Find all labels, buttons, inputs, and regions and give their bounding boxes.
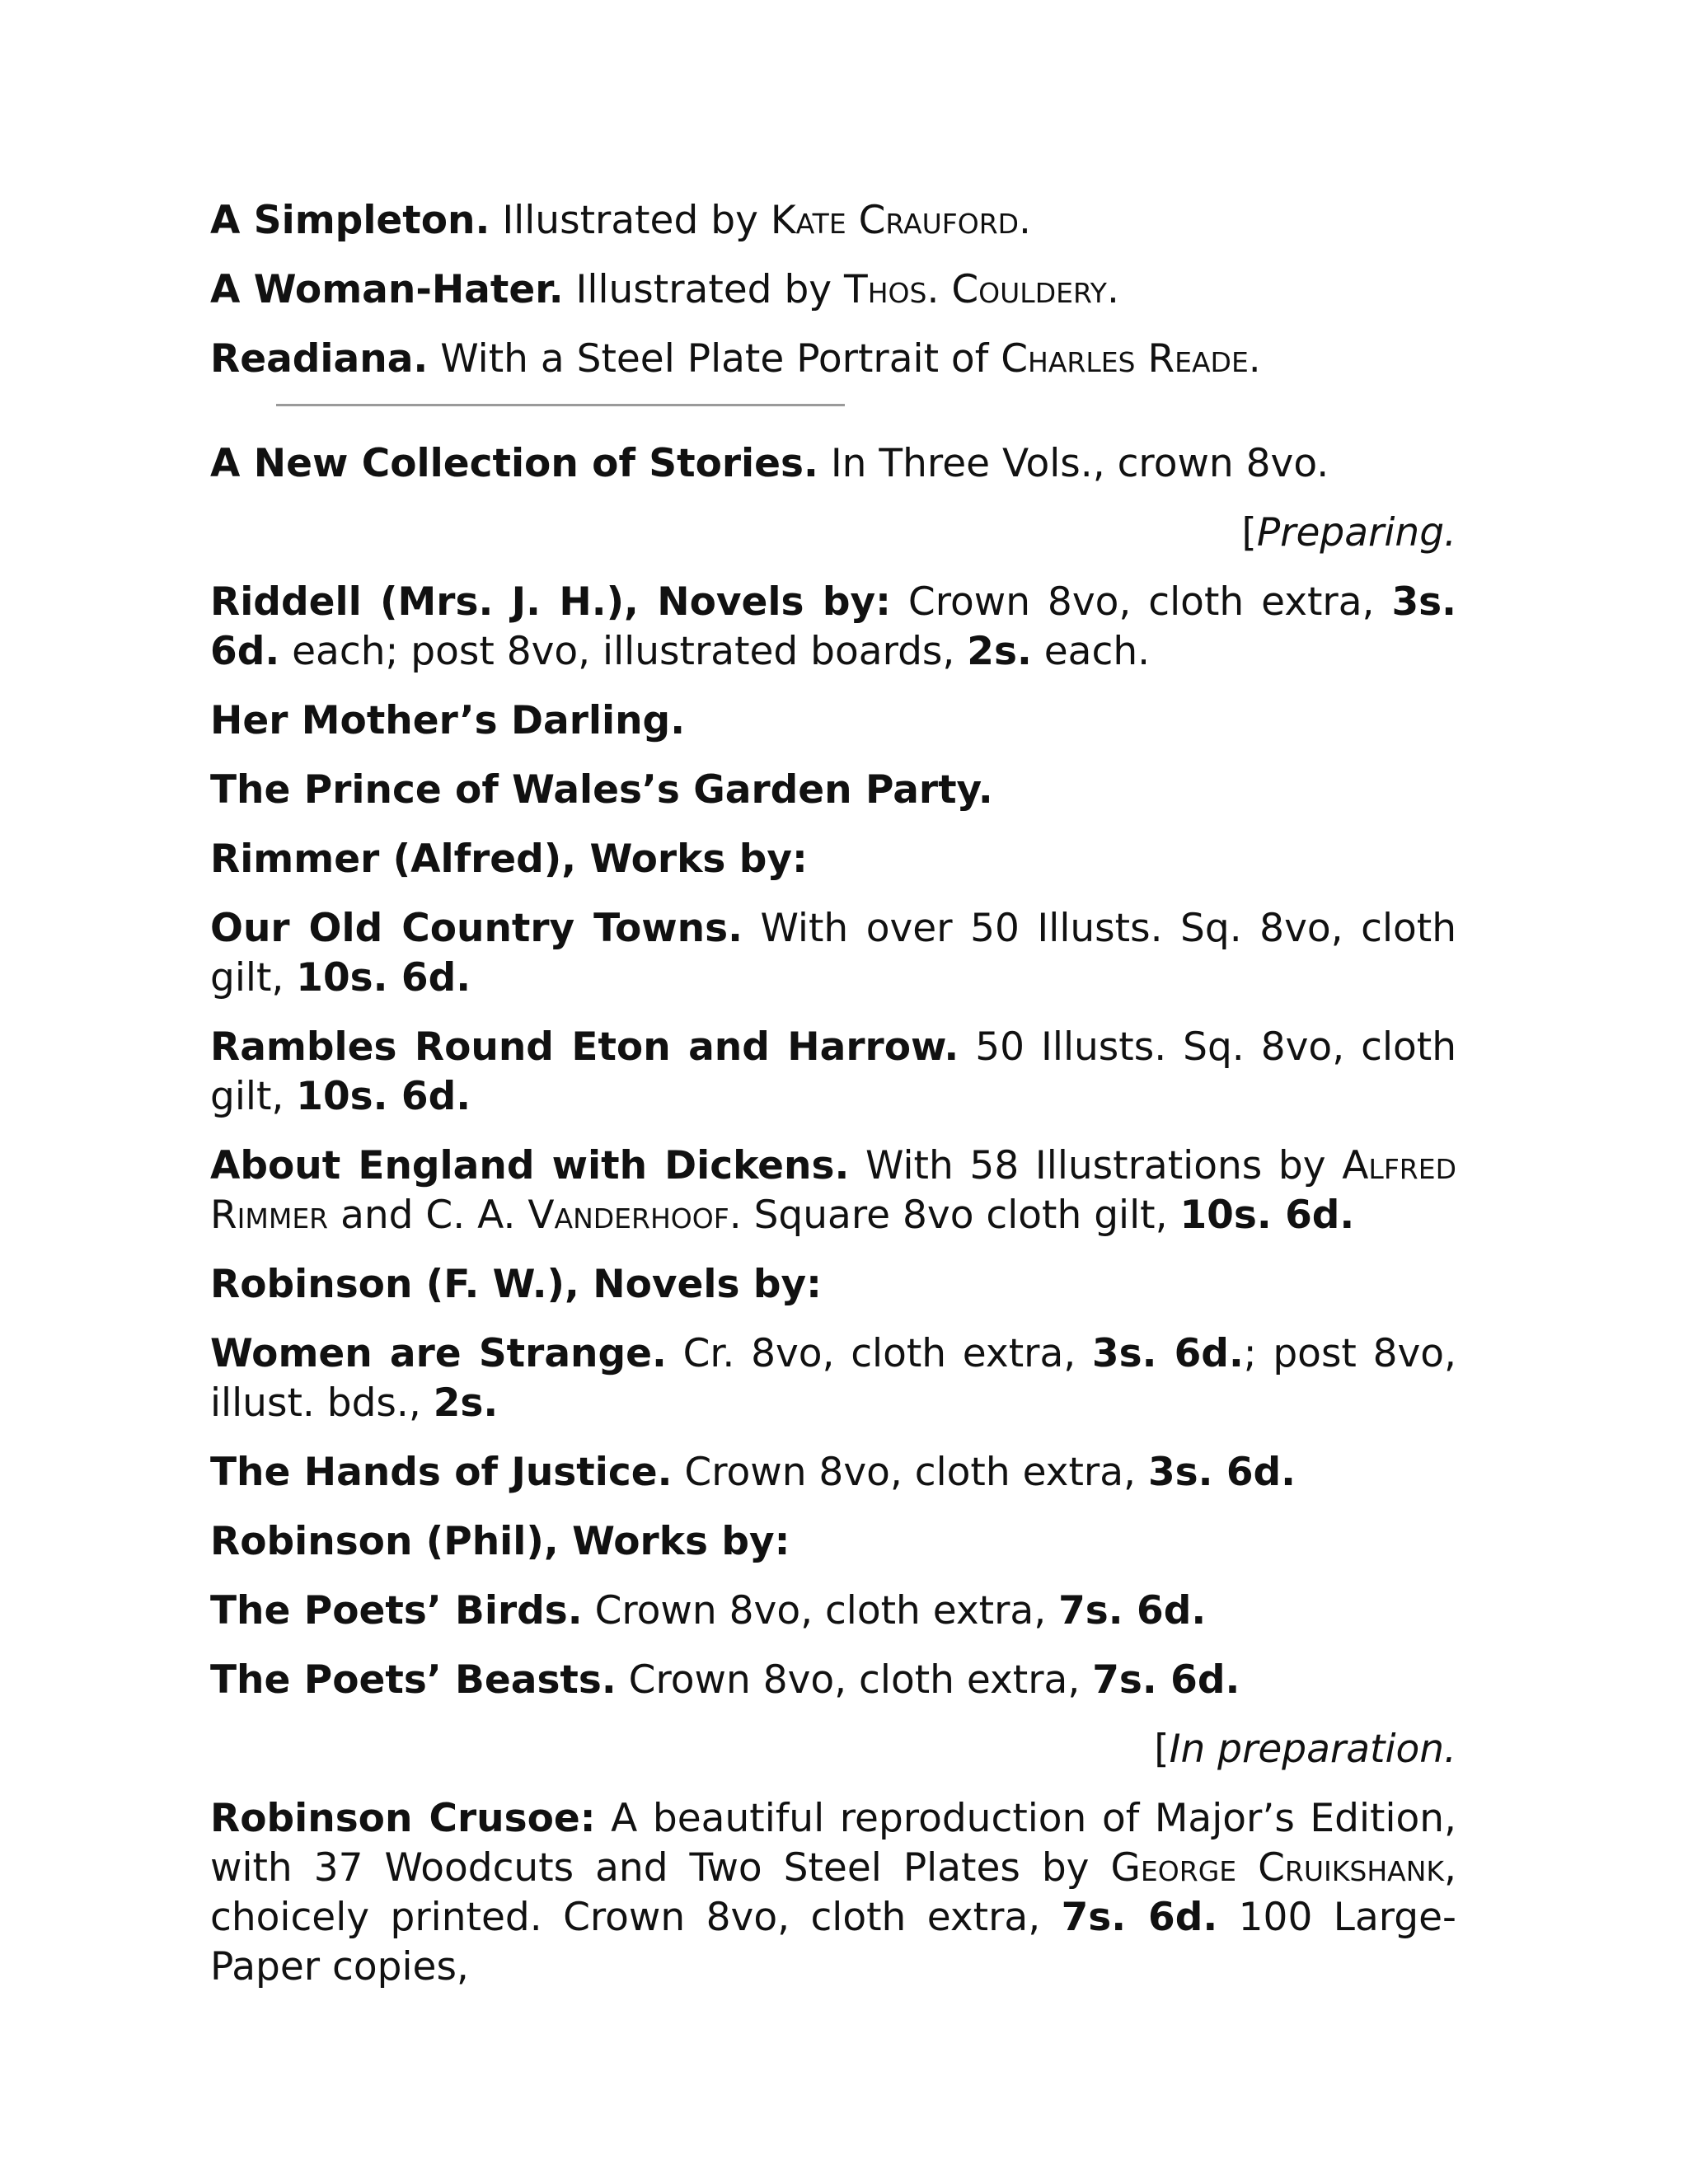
entry-bold-text: A Woman-Hater. [210,267,564,312]
status-note [210,509,1456,558]
catalogue-entry [210,835,1456,884]
entry-bold-text: Robinson Crusoe: [210,1796,596,1841]
catalogue-entry [210,1448,1456,1497]
entry-text: In Three Vols., crown 8vo. [818,441,1329,486]
entry-bold-text: 10s. 6d. [296,955,471,1001]
entry-italic-text: Preparing. [1256,510,1456,555]
entry-text: With over 50 Illusts. Sq. 8vo, cloth gilt, [210,906,1456,1001]
catalogue-entry [210,1260,1456,1310]
status-note [210,1725,1456,1774]
catalogue-entry [210,1656,1456,1705]
entry-bold-text: Readiana. [210,336,429,382]
entry-smallcaps-text: Alfred Rimmer [210,1143,1456,1238]
entry-text: Cr. 8vo, cloth extra, [666,1331,1092,1376]
entry-smallcaps-text: Vanderhoof [528,1193,729,1238]
entry-bold-text: 3s. 6d. [210,579,1456,674]
entry-bold-text: 7s. 6d. [1058,1588,1207,1633]
catalogue-page [210,196,1456,1992]
entry-text: Illustrated by [490,198,771,243]
entry-text: 50 Illusts. Sq. 8vo, cloth gilt, [210,1024,1456,1119]
entry-smallcaps-text: George Cruikshank [1110,1845,1445,1891]
entry-text: and C. A. [328,1193,528,1238]
entry-text: . Square 8vo cloth gilt, [729,1193,1180,1238]
entry-text: Crown 8vo, cloth extra, [890,579,1392,625]
entry-bold-text: 3s. 6d. [1147,1450,1296,1495]
entry-bold-text: 2s. [433,1380,499,1426]
entry-text: , choicely printed. Crown 8vo, cloth extra, [210,1845,1456,1940]
catalogue-entry [210,578,1456,677]
catalogue-entry [210,196,1456,246]
entry-text: each. [1031,629,1151,674]
entry-italic-text: In preparation. [1169,1727,1456,1772]
catalogue-entry [210,1794,1456,1992]
entry-text: each; post 8vo, illustrated boards, [279,629,968,674]
entry-bold-text: Her Mother’s Darling. [210,698,686,743]
entry-bold-text: A New Collection of Stories. [210,441,818,486]
entry-text: [ [1154,1727,1170,1772]
entry-bold-text: Robinson (F. W.), Novels by: [210,1262,822,1307]
entry-text: . [1106,267,1119,312]
catalogue-entry [210,766,1456,815]
catalogue-entry [210,1517,1456,1567]
entry-bold-text: 3s. 6d. [1091,1331,1244,1376]
entry-bold-text: A Simpleton. [210,198,490,243]
catalogue-entry [210,1586,1456,1636]
entry-text: With a Steel Plate Portrait of [428,336,1001,382]
entry-bold-text: Riddell (Mrs. J. H.), Novels by: [210,579,891,625]
entry-bold-text: 7s. 6d. [1061,1895,1218,1940]
entry-bold-text: Robinson (Phil), Works by: [210,1519,790,1564]
entry-bold-text: 2s. [967,629,1032,674]
entry-text: A beautiful reproduction of Major’s Edition, with 37 Woodcuts and Two Steel Plates by [210,1796,1456,1891]
entry-text: . [1248,336,1261,382]
catalogue-entry [210,1141,1456,1240]
catalogue-entry [210,1023,1456,1122]
entry-bold-text: About England with Dickens. [210,1143,850,1188]
entry-text: Crown 8vo, cloth extra, [672,1450,1148,1495]
entry-text: . [1019,198,1031,243]
entry-text: 100 Large-Paper copies, [210,1895,1456,1990]
entry-bold-text: 10s. 6d. [1179,1193,1355,1238]
entry-text: ; post 8vo, illust. bds., [210,1331,1456,1426]
entry-bold-text: The Prince of Wales’s Garden Party. [210,767,993,813]
entry-bold-text: The Poets’ Birds. [210,1588,583,1633]
catalogue-entry [210,335,1456,384]
entry-bold-text: The Poets’ Beasts. [210,1657,617,1703]
entry-bold-text: Women are Strange. [210,1331,667,1376]
catalogue-entry [210,265,1456,315]
entry-smallcaps-text: Thos. Couldery [844,267,1107,312]
entry-bold-text: Our Old Country Towns. [210,906,743,951]
entry-bold-text: 10s. 6d. [296,1074,471,1119]
entry-bold-text: The Hands of Justice. [210,1450,673,1495]
entry-smallcaps-text: Charles Reade [1001,336,1249,382]
entry-text: Illustrated by [563,267,845,312]
entry-text: [ [1241,510,1257,555]
entry-bold-text: 7s. 6d. [1092,1657,1240,1703]
catalogue-entry [210,439,1456,489]
catalogue-entry [210,904,1456,1003]
entry-smallcaps-text: Kate Crauford [770,198,1020,243]
entry-bold-text: Rambles Round Eton and Harrow. [210,1024,959,1070]
entry-text: With 58 Illustrations by [849,1143,1343,1188]
entry-bold-text: Rimmer (Alfred), Works by: [210,837,808,882]
catalogue-entry [210,696,1456,746]
entry-text: Crown 8vo, cloth extra, [616,1657,1093,1703]
section-divider [276,404,845,406]
catalogue-entry [210,1329,1456,1428]
entry-text: Crown 8vo, cloth extra, [582,1588,1059,1633]
